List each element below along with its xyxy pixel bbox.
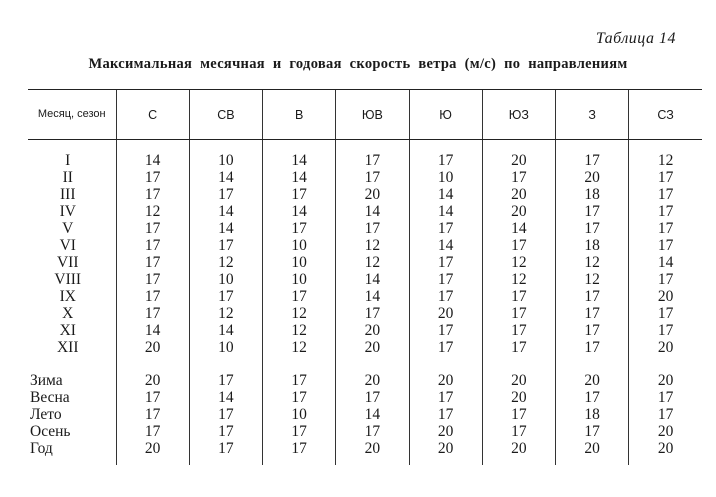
row-label: X	[62, 305, 74, 322]
speed-cell: 12	[263, 305, 336, 322]
spacer-cell	[263, 140, 336, 153]
direction-header: З	[556, 90, 629, 140]
spacer-cell	[116, 140, 189, 153]
speed-cell: 14	[409, 237, 482, 254]
speed-cell: 17	[556, 288, 629, 305]
speed-cell: 17	[556, 305, 629, 322]
speed-cell: 17	[629, 271, 702, 288]
speed-cell: 17	[409, 339, 482, 356]
speed-cell: 17	[116, 423, 189, 440]
speed-cell: 17	[116, 254, 189, 271]
speed-cell: 17	[116, 288, 189, 305]
row-label: IV	[59, 203, 76, 220]
season-row	[28, 423, 702, 440]
speed-cell: 17	[629, 406, 702, 423]
spacer-row	[28, 457, 702, 465]
row-label: VI	[59, 237, 76, 254]
spacer-cell	[28, 457, 116, 465]
speed-cell: 17	[482, 322, 555, 339]
spacer-cell	[556, 140, 629, 153]
month-row	[28, 254, 702, 271]
speed-cell: 12	[336, 254, 409, 271]
speed-cell: 17	[482, 423, 555, 440]
speed-cell: 12	[263, 322, 336, 339]
speed-cell: 17	[409, 288, 482, 305]
speed-cell: 17	[556, 152, 629, 169]
month-row	[28, 305, 702, 322]
speed-cell: 17	[629, 220, 702, 237]
speed-cell: 12	[482, 271, 555, 288]
spacer-cell	[629, 457, 702, 465]
header-row	[28, 90, 702, 140]
speed-cell: 12	[189, 305, 262, 322]
speed-cell: 17	[116, 169, 189, 186]
month-row	[28, 152, 702, 169]
speed-cell: 17	[409, 322, 482, 339]
speed-cell: 17	[336, 389, 409, 406]
speed-cell: 17	[556, 423, 629, 440]
speed-cell: 20	[336, 322, 409, 339]
speed-cell: 17	[482, 339, 555, 356]
spacer-cell	[336, 140, 409, 153]
speed-cell: 10	[409, 169, 482, 186]
speed-cell: 17	[336, 152, 409, 169]
speed-cell: 20	[409, 305, 482, 322]
speed-cell: 12	[482, 254, 555, 271]
speed-cell: 17	[263, 440, 336, 457]
speed-cell: 17	[629, 389, 702, 406]
row-label-header: Месяц, сезон	[28, 90, 116, 140]
direction-header: В	[263, 90, 336, 140]
row-label: IX	[59, 288, 76, 305]
speed-cell: 14	[189, 220, 262, 237]
season-row	[28, 389, 702, 406]
spacer-cell	[189, 457, 262, 465]
speed-cell: 17	[116, 305, 189, 322]
speed-cell: 17	[336, 220, 409, 237]
speed-cell: 17	[409, 389, 482, 406]
spacer-cell	[482, 140, 555, 153]
speed-cell: 20	[556, 440, 629, 457]
speed-cell: 17	[263, 423, 336, 440]
season-row	[28, 406, 702, 423]
speed-cell: 17	[482, 288, 555, 305]
speed-cell: 17	[336, 169, 409, 186]
speed-cell: 20	[336, 440, 409, 457]
speed-cell: 17	[556, 339, 629, 356]
speed-cell: 17	[629, 169, 702, 186]
month-row	[28, 186, 702, 203]
speed-cell: 14	[409, 186, 482, 203]
month-row	[28, 169, 702, 186]
speed-cell: 17	[116, 406, 189, 423]
row-label: III	[60, 186, 76, 203]
speed-cell: 17	[629, 322, 702, 339]
row-label: Лето	[30, 406, 62, 423]
speed-cell: 17	[116, 389, 189, 406]
speed-cell: 14	[409, 203, 482, 220]
speed-cell: 14	[336, 203, 409, 220]
speed-cell: 17	[116, 186, 189, 203]
direction-header: СЗ	[629, 90, 702, 140]
direction-header: ЮВ	[336, 90, 409, 140]
spacer-cell	[482, 457, 555, 465]
spacer-cell	[28, 356, 116, 372]
speed-cell: 20	[629, 440, 702, 457]
row-label: XI	[59, 322, 76, 339]
table-caption: Максимальная месячная и годовая скорость ветра (м/с) по направлениям	[88, 56, 628, 72]
direction-header: С	[116, 90, 189, 140]
speed-cell: 17	[556, 203, 629, 220]
speed-cell: 17	[482, 237, 555, 254]
row-label: VIII	[54, 271, 82, 288]
direction-header: ЮЗ	[482, 90, 555, 140]
speed-cell: 14	[116, 322, 189, 339]
speed-cell: 17	[556, 220, 629, 237]
season-row	[28, 440, 702, 457]
row-label: V	[62, 220, 74, 237]
speed-cell: 17	[263, 220, 336, 237]
speed-cell: 17	[189, 423, 262, 440]
speed-cell: 20	[556, 169, 629, 186]
spacer-cell	[189, 140, 262, 153]
speed-cell: 20	[336, 372, 409, 389]
speed-cell: 17	[189, 440, 262, 457]
speed-cell: 20	[409, 423, 482, 440]
month-row	[28, 322, 702, 339]
speed-cell: 10	[189, 339, 262, 356]
speed-cell: 17	[263, 389, 336, 406]
speed-cell: 17	[482, 169, 555, 186]
speed-cell: 20	[336, 186, 409, 203]
spacer-cell	[263, 457, 336, 465]
speed-cell: 14	[629, 254, 702, 271]
speed-cell: 20	[482, 372, 555, 389]
speed-cell: 12	[629, 152, 702, 169]
spacer-cell	[336, 457, 409, 465]
spacer-cell	[556, 457, 629, 465]
speed-cell: 17	[189, 372, 262, 389]
speed-cell: 12	[263, 339, 336, 356]
spacer-cell	[409, 140, 482, 153]
speed-cell: 17	[409, 220, 482, 237]
row-label: XII	[56, 339, 79, 356]
speed-cell: 20	[116, 440, 189, 457]
spacer-cell	[336, 356, 409, 372]
spacer-cell	[189, 356, 262, 372]
speed-cell: 20	[556, 372, 629, 389]
row-label: II	[62, 169, 73, 186]
speed-cell: 20	[629, 372, 702, 389]
speed-cell: 12	[556, 271, 629, 288]
speed-cell: 17	[189, 186, 262, 203]
speed-cell: 17	[629, 237, 702, 254]
speed-cell: 10	[189, 271, 262, 288]
speed-cell: 20	[409, 372, 482, 389]
spacer-cell	[28, 140, 116, 153]
speed-cell: 17	[409, 152, 482, 169]
month-row	[28, 203, 702, 220]
speed-cell: 17	[556, 322, 629, 339]
speed-cell: 10	[263, 271, 336, 288]
speed-cell: 10	[263, 237, 336, 254]
row-label: Зима	[30, 372, 63, 389]
direction-header: СВ	[189, 90, 262, 140]
season-row	[28, 372, 702, 389]
speed-cell: 17	[263, 372, 336, 389]
speed-cell: 20	[629, 423, 702, 440]
spacer-cell	[556, 356, 629, 372]
speed-cell: 17	[409, 254, 482, 271]
speed-cell: 18	[556, 237, 629, 254]
speed-cell: 10	[263, 254, 336, 271]
speed-cell: 14	[189, 322, 262, 339]
row-label: Осень	[30, 423, 71, 440]
month-row	[28, 339, 702, 356]
spacer-row	[28, 356, 702, 372]
speed-cell: 14	[189, 203, 262, 220]
spacer-cell	[482, 356, 555, 372]
speed-cell: 17	[482, 305, 555, 322]
speed-cell: 17	[482, 406, 555, 423]
speed-cell: 17	[189, 406, 262, 423]
speed-cell: 14	[189, 389, 262, 406]
month-row	[28, 237, 702, 254]
spacer-cell	[116, 457, 189, 465]
speed-cell: 20	[336, 339, 409, 356]
spacer-cell	[629, 140, 702, 153]
spacer-cell	[263, 356, 336, 372]
speed-cell: 17	[409, 271, 482, 288]
speed-cell: 17	[409, 406, 482, 423]
speed-cell: 14	[336, 406, 409, 423]
spacer-cell	[116, 356, 189, 372]
speed-cell: 14	[263, 152, 336, 169]
speed-cell: 17	[189, 237, 262, 254]
speed-cell: 14	[336, 288, 409, 305]
row-label: VII	[56, 254, 79, 271]
speed-cell: 17	[629, 305, 702, 322]
speed-cell: 17	[116, 237, 189, 254]
speed-cell: 20	[482, 152, 555, 169]
speed-cell: 17	[336, 423, 409, 440]
wind-speed-table	[28, 89, 702, 465]
speed-cell: 20	[482, 186, 555, 203]
speed-cell: 17	[116, 220, 189, 237]
month-row	[28, 220, 702, 237]
month-row	[28, 271, 702, 288]
speed-cell: 14	[336, 271, 409, 288]
table-body	[28, 140, 702, 466]
speed-cell: 20	[116, 372, 189, 389]
direction-header: Ю	[409, 90, 482, 140]
speed-cell: 14	[482, 220, 555, 237]
spacer-cell	[629, 356, 702, 372]
speed-cell: 14	[263, 203, 336, 220]
speed-cell: 12	[336, 237, 409, 254]
speed-cell: 12	[189, 254, 262, 271]
speed-cell: 17	[189, 288, 262, 305]
speed-cell: 12	[116, 203, 189, 220]
speed-cell: 20	[629, 339, 702, 356]
speed-cell: 20	[482, 440, 555, 457]
speed-cell: 10	[189, 152, 262, 169]
speed-cell: 20	[116, 339, 189, 356]
speed-cell: 17	[263, 288, 336, 305]
month-row	[28, 288, 702, 305]
speed-cell: 20	[482, 389, 555, 406]
speed-cell: 10	[263, 406, 336, 423]
speed-cell: 17	[629, 203, 702, 220]
table-number: Таблица 14	[595, 30, 676, 47]
speed-cell: 20	[482, 203, 555, 220]
speed-cell: 14	[263, 169, 336, 186]
speed-cell: 17	[116, 271, 189, 288]
row-label: I	[65, 152, 71, 169]
speed-cell: 20	[629, 288, 702, 305]
speed-cell: 17	[263, 186, 336, 203]
speed-cell: 18	[556, 406, 629, 423]
speed-cell: 18	[556, 186, 629, 203]
row-label: Год	[30, 440, 53, 457]
row-label: Весна	[30, 389, 70, 406]
speed-cell: 14	[116, 152, 189, 169]
speed-cell: 14	[189, 169, 262, 186]
speed-cell: 17	[629, 186, 702, 203]
speed-cell: 17	[336, 305, 409, 322]
speed-cell: 20	[409, 440, 482, 457]
speed-cell: 17	[556, 389, 629, 406]
spacer-row	[28, 140, 702, 153]
spacer-cell	[409, 457, 482, 465]
spacer-cell	[409, 356, 482, 372]
speed-cell: 12	[556, 254, 629, 271]
